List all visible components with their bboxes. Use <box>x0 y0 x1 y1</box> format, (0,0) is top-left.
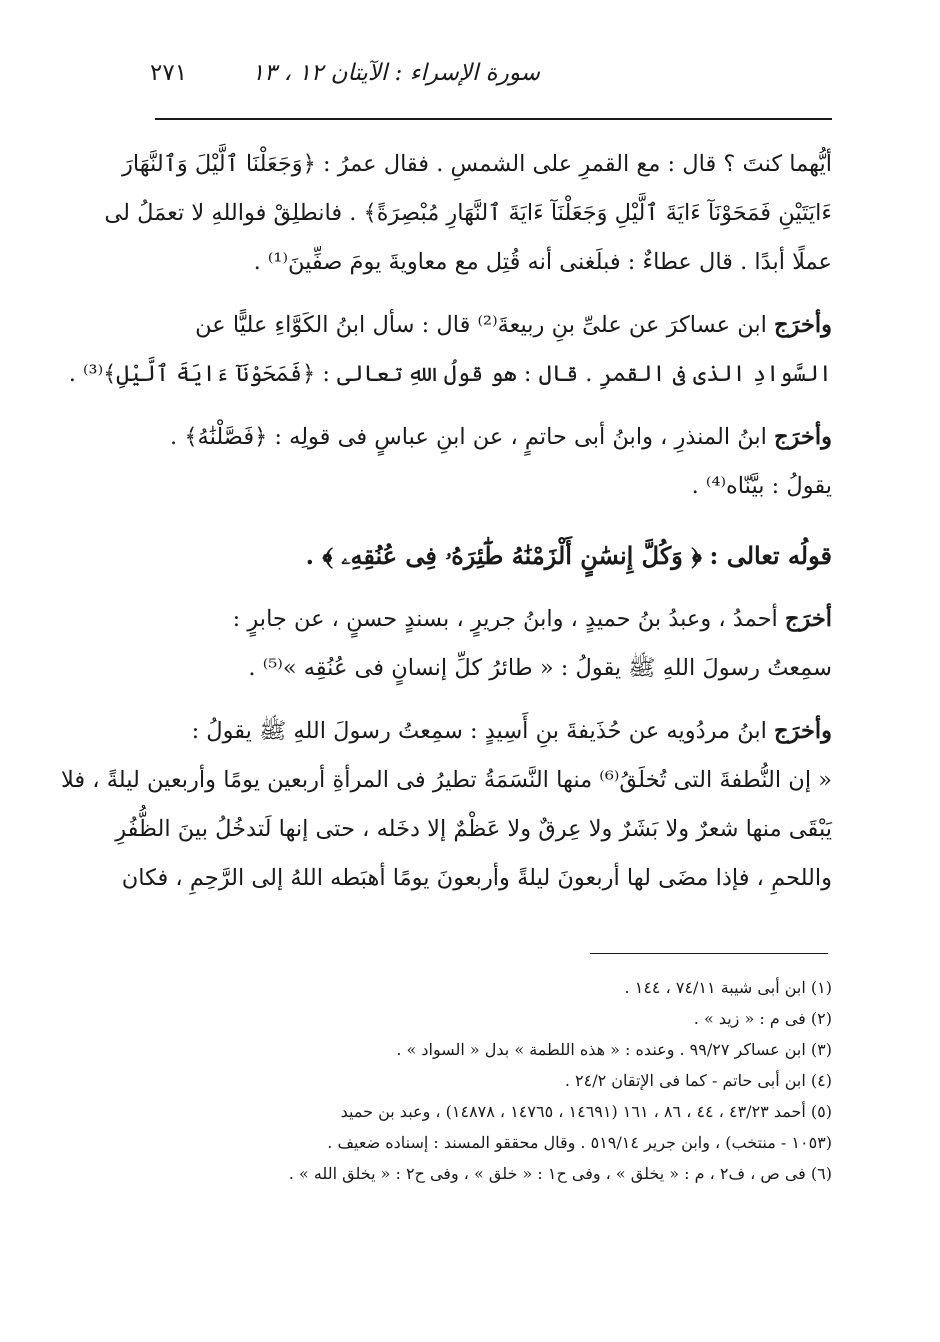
paragraph-lead: وأخرَج <box>774 312 832 338</box>
footnote-5-continued: (١٠٥٣ - منتخب) ، وابن جرير ٥١٩/١٤ . وقال محققو المسند : إسناده ضعيف . <box>327 1133 832 1152</box>
footnote-1: (١) ابن أبى شيبة ٧٤/١١ ، ١٤٤ . <box>624 978 832 997</box>
text-line: سمِعتُ رسولَ اللهِ ﷺ يقولُ : « طائرُ كلِّ إنسانٍ فى عُنُقِه »⁽⁵⁾ . <box>248 655 832 681</box>
verse-lead: قولُه تعالى : <box>709 541 832 570</box>
paragraph-3 <box>150 413 832 511</box>
text-line <box>150 595 832 644</box>
text-line: السَّوادِ الذى فى القمرِ . قال : هو قولُ اللهِ تعالى : ﴿فَمَحَوْنَآ ءَايَةَ ٱلَّيْلِ﴾⁽³⁾ . <box>68 361 832 387</box>
text-line <box>150 301 832 350</box>
paragraph-lead: أخرَج <box>784 606 832 632</box>
text-line: عملًا أبدًا . قال عطاءٌ : فبلَغنى أنه قُتِل مع معاويةَ يومَ صفِّينَ⁽¹⁾ . <box>253 249 832 275</box>
verse-text: ﴿ وَكُلَّ إِنسَٰنٍ أَلْزَمْنَٰهُ طَٰٓئِرَهُۥ فِى عُنُقِهِۦ ﴾ . <box>305 541 702 570</box>
footnote-5: (٥) أحمد ٤٣/٢٣ ، ٤٤ ، ٨٦ ، ١٦١ (١٤٦٩١ ، ١٤٧٦٥ ، ١٤٨٧٨) ، وعبد بن حميد <box>340 1102 832 1121</box>
text-line: أيُّهما كنتَ ؟ قال : مع القمرِ على الشمسِ . فقال عمرُ : ﴿وَجَعَلْنَا ٱلَّيْلَ وَٱلنَّهَارَ <box>121 151 832 177</box>
text-line: يقولُ : بيَّنّاه⁽⁴⁾ . <box>691 473 832 499</box>
paragraph-4 <box>150 595 832 693</box>
text-line <box>150 413 832 462</box>
text-line: ءَايَتَيْنِ فَمَحَوْنَآ ءَايَةَ ٱلَّيْلِ وَجَعَلْنَآ ءَايَةَ ٱلنَّهَارِ مُبْصِرَةً﴾ . فانطلِقْ فواللهِ لا تعمَلُ لى <box>104 200 832 226</box>
footnotes <box>150 972 832 1189</box>
text-line <box>150 707 832 756</box>
text-line: واللحمِ ، فإذا مضَى لها أربعونَ ليلةً وأربعونَ يومًا أهبَطه اللهُ إلى الرَّحِمِ ، فكان <box>121 865 832 891</box>
verse-heading <box>150 531 832 581</box>
text-segment: ابنُ مردُويه عن حُذَيفةَ بنِ أَسِيدٍ : سمِعتُ رسولَ اللهِ ﷺ يقولُ : <box>191 718 767 744</box>
page-header <box>150 60 830 100</box>
footnote-6: (٦) فى ص ، ف٢ ، م : « يخلق » ، وفى ح١ : « خلق » ، وفى ح٢ : « يخلق الله » . <box>288 1164 832 1183</box>
paragraph-lead: وأخرَج <box>774 718 832 744</box>
text-segment: ابنُ المنذرِ ، وابنُ أبى حاتمٍ ، عن ابنِ عباسٍ فى قولِه : ﴿فَصَّلْنَٰهُ﴾ . <box>170 424 767 450</box>
paragraph-1 <box>104 140 832 287</box>
text-segment: ابن عساكرَ عن علىِّ بنِ ربيعةَ⁽²⁾ قال : سأل ابنُ الكَوَّاءِ عليًّا عن <box>195 312 767 338</box>
text-line: يَبْقَى منها شعرٌ ولا بَشَرٌ ولا عِرقٌ ولا عَظْمٌ إلا دخَله ، حتى إنها لَتدخُلُ بينَ الظُّفُرِ <box>115 816 832 842</box>
footnote-2: (٢) فى م : « زيد » . <box>693 1009 832 1028</box>
paragraph-lead: وأخرَج <box>774 424 832 450</box>
footnote-4: (٤) ابن أبى حاتم - كما فى الإتقان ٢٤/٢ . <box>564 1071 832 1090</box>
header-divider <box>155 118 832 120</box>
paragraph-5 <box>60 707 832 903</box>
text-segment: أحمدُ ، وعبدُ بنُ حميدٍ ، وابنُ جريرٍ ، بسندٍ حسنٍ ، عن جابرٍ : <box>232 606 778 632</box>
footnote-3: (٣) ابن عساكر ٩٩/٢٧ . وعنده : « هذه اللطمة » بدل « السواد » . <box>396 1040 832 1059</box>
text-line: « إن النُّطفةَ التى تُخلَقُ⁽⁶⁾ منها النَّسَمَةُ تطيرُ فى المرأةِ أربعين يومًا وأربعين ليلةً ، فلا <box>60 767 832 793</box>
paragraph-2 <box>68 301 832 399</box>
main-text <box>60 140 832 917</box>
surah-title: سورة الإسراء : الآيتان ١٢ ، ١٣ <box>251 60 540 86</box>
footnote-divider <box>590 953 828 954</box>
page-number: ٢٧١ <box>150 60 188 86</box>
